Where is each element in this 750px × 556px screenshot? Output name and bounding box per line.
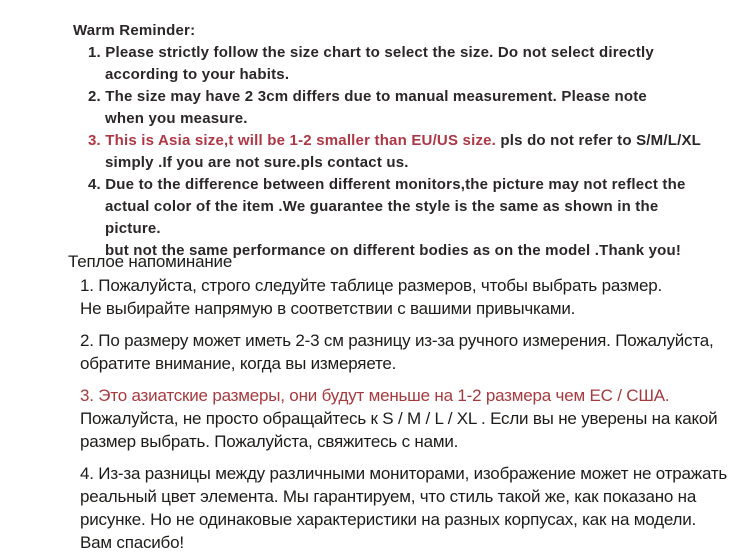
reminder-line <box>73 196 713 240</box>
reminder-line <box>80 508 728 531</box>
text-segment: Пожалуйста, не просто обращайтесь к S / M / L / XL . Если вы не уверены на какой <box>80 409 718 428</box>
text-segment: 4. Due to the difference between different monitors,the picture may not reflect the <box>88 176 686 193</box>
text-segment: рисунке. Но не одинаковые характеристики на разных корпусах, как на модели. <box>80 510 697 529</box>
reminder-item <box>73 42 713 86</box>
reminder-line <box>73 130 713 152</box>
text-segment: обратите внимание, когда вы измеряете. <box>80 354 397 373</box>
reminder-line <box>73 108 713 130</box>
text-segment: according to your habits. <box>105 66 290 83</box>
text-segment: 1. Пожалуйста, строго следуйте таблице размеров, чтобы выбрать размер. <box>80 276 663 295</box>
reminder-line <box>73 42 713 64</box>
text-segment: when you measure. <box>105 110 248 127</box>
reminder-line <box>80 485 728 508</box>
text-segment: 2. По размеру может иметь 2-3 см разницу из-за ручного измерения. Пожалуйста, <box>80 331 714 350</box>
text-segment: pls do not refer to S/M/L/XL <box>496 132 702 149</box>
reminder-item <box>73 130 713 174</box>
reminder-line <box>80 384 728 407</box>
reminder-line <box>80 407 728 430</box>
reminder-item <box>73 174 713 262</box>
reminder-item <box>80 274 728 320</box>
highlighted-text-segment: 3. Это азиатские размеры, они будут меньше на 1-2 размера чем ЕС / США. <box>80 386 670 405</box>
reminder-item <box>80 384 728 453</box>
russian-section-title: Теплое напоминание <box>68 252 233 271</box>
reminder-line <box>80 531 728 554</box>
text-segment: simply .If you are not sure.pls contact us. <box>105 154 409 171</box>
reminder-line <box>80 297 728 320</box>
reminder-line <box>80 329 728 352</box>
text-segment: реальный цвет элемента. Мы гарантируем, что стиль такой же, как показано на <box>80 487 697 506</box>
reminder-line <box>80 274 728 297</box>
english-reminder-section <box>73 20 713 262</box>
reminder-line <box>80 462 728 485</box>
text-segment: 2. The size may have 2 3cm differs due to manual measurement. Please note <box>88 88 647 105</box>
russian-reminder-list <box>68 274 728 554</box>
text-segment: 1. Please strictly follow the size chart to select the size. Do not select directly <box>88 44 654 61</box>
english-section-title: Warm Reminder: <box>73 22 196 39</box>
text-segment: but not the same performance on different bodies as on the model .Thank you! <box>105 242 682 259</box>
reminder-item <box>80 462 728 554</box>
reminder-item <box>80 329 728 375</box>
reminder-line <box>80 430 728 453</box>
reminder-line <box>80 352 728 375</box>
reminder-line <box>73 174 713 196</box>
reminder-item <box>73 86 713 130</box>
reminder-line <box>73 86 713 108</box>
russian-reminder-section <box>68 250 728 556</box>
text-segment: размер выбрать. Пожалуйста, свяжитесь с нами. <box>80 432 459 451</box>
highlighted-text-segment: 3. This is Asia size,t will be 1-2 smaller than EU/US size. <box>88 132 497 149</box>
reminder-line <box>73 64 713 86</box>
text-segment: Не выбирайте напрямую в соответствии с вашими привычками. <box>80 299 576 318</box>
text-segment: Вам спасибо! <box>80 533 184 552</box>
text-segment: 4. Из-за разницы между различными мониторами, изображение может не отражать <box>80 464 728 483</box>
english-reminder-list <box>73 42 713 262</box>
text-segment: actual color of the item .We guarantee the style is the same as shown in the picture. <box>105 198 659 237</box>
reminder-line <box>73 152 713 174</box>
